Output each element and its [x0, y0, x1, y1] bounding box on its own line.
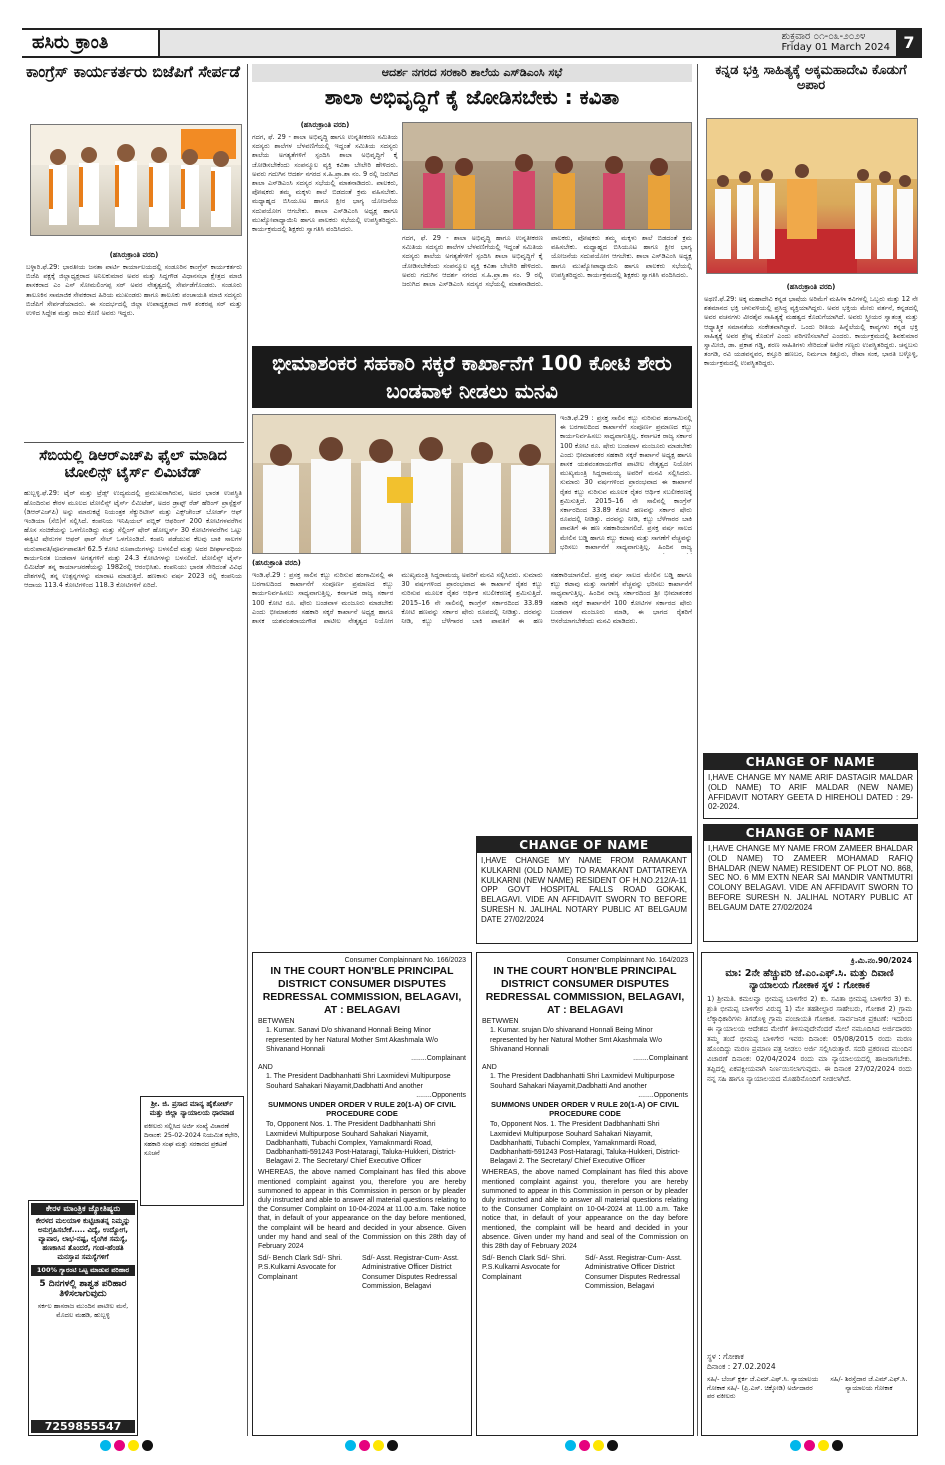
ad-phone: 7259855547	[31, 1420, 135, 1433]
photo-sugar-delegation-image	[253, 415, 556, 554]
school-kicker: ಆದರ್ಶ ನಗರದ ಸರಕಾರಿ ಶಾಲೆಯ ಎಸ್‌ಡಿಎಂಸಿ ಸಭೆ	[252, 64, 692, 82]
change-of-name-3	[476, 836, 692, 944]
signature-right: Sd/- Asst. Registrar-Cum- Asst. Administrative Officer District Consumer Disputes Redressal Commission, Belagavi	[362, 1255, 459, 1290]
article-body: ಗದಗ, ಫೆ. 29 - ಶಾಲಾ ಅಭಿವೃದ್ಧಿ ಹಾಗೂ ಉನ್ನತೀಕರಣ ಸಮಿತಿಯ ಸದಸ್ಯರು ಶಾಲೆಗಳ ಬೆಳವಣಿಗೆಯಲ್ಲಿ ಇದ್ದಂತೆ ಸಮಿತಿಯ ಸದಸ್ಯರು ಶಾಲೆಯ ಅಗತ್ಯತೆಗಳಿಗೆ ಸ್ಪಂದಿಸಿ ಶಾಲಾ ಅಭಿವೃದ್ಧಿಗೆ ಕೈ ಜೋಡಿಸಬೇಕೆಂದು ಸಂಪನ್ಮೂಲ ವ್ಯಕ್ತಿ ಕವಿತಾ ಬೇಲೇರಿ ಹೇಳಿದರು. ಅವರು ಗದುಗಿನ ಆದರ್ಶ ನಗರದ ಸ.ಹಿ.ಪ್ರಾ.ಶಾ ನಂ. 9 ರಲ್ಲಿ ಜರುಗಿದ ಶಾಲಾ ಎಸ್‌ಡಿಎಂಸಿ ಸದಸ್ಯರ ಸಭೆಯಲ್ಲಿ ಮಾತನಾಡಿದರು. ಪಾಲಕರು, ಪೋಷಕರು ತಮ್ಮ ಮಕ್ಕಳು ಶಾಲೆ ಬಿಡದಂತೆ ಕ್ರಮ ವಹಿಸಬೇಕು. ಮಧ್ಯಾಹ್ನದ ಬಿಸಿಯೂಟ ಹಾಗೂ ಕ್ಷೀರ ಭಾಗ್ಯ ಯೋಜನೆಯ ಸದುಪಯೋಗ ಆಗಬೇಕು. ಶಾಲಾ ಎಸ್‌ಡಿಎಂಸಿ ಅಧ್ಯಕ್ಷ ಹಾಗೂ ಮುಖ್ಯೋಪಾಧ್ಯಾಯಿನಿ ಹಾಗೂ ಪಾಲಕರು ಸಭೆಯಲ್ಲಿ ಉಪಸ್ಥಿತರಿದ್ದರು. ಕಾರ್ಯಕ್ರಮದಲ್ಲಿ ಶಿಕ್ಷಕರು ಸ್ವಾಗತಿಸಿ ವಂದಿಸಿದರು.	[252, 133, 398, 234]
article-body: ಹುಬ್ಬಳ್ಳಿ.ಫೆ.29: ಟೈರ್ ಮತ್ತು ಟ್ರೆಡ್ಸ್ ಉದ್ಯಮದಲ್ಲಿ ಪ್ರಮುಖರಾಗಿರುವ, ಅದರ ಭಾರತ ಉಪಸ್ಥಿತಿ ಹೊಂದಿರುವ ಕೇರಳ ಮೂಲದ ಟೋಲಿನ್ಸ್ ಟೈರ್ಸ್ ಲಿಮಿಟೆಡ್, ಅದರ ಡ್ರಾಫ್ಟ್ ರೆಡ್ ಹೆರಿಂಗ್ ಪ್ರಾಸ್ಪೆಕ್ಟಸ್ (ಡಿಆರ್‌ಎಚ್‌ಪಿ) ಅನ್ನು ಮಾರುಕಟ್ಟೆ ನಿಯಂತ್ರಕ ಸೆಕ್ಯುರಿಟೀಸ್ ಮತ್ತು ಎಕ್ಸ್‌ಚೇಂಜ್ ಬೋರ್ಡ್ ಆಫ್ ಇಂಡಿಯಾ (ಸೆಬಿ)ಗೆ ಸಲ್ಲಿಸಿದೆ. ಕಂಪನಿಯ ಇನಿಷಿಯಲ್ ಪಬ್ಲಿಕ್ ಆಫರಿಂಗ್ 200 ಕೋಟಿಗಳವರೆಗಿನ ಹೊಸ ಸಂಚಿಕೆಯನ್ನು ಒಳಗೊಂಡಿದ್ದು ಮತ್ತು ಸೆಲ್ಲಿಂಗ್ ಷೇರ್ ಹೋಲ್ಡರ್ಸ್ 30 ಕೋಟಿಗಳವರೆಗಿನ ಒಟ್ಟು ಈಕ್ವಿಟಿ ಷೇರುಗಳ ಆಫರ್ ಫಾರ್ ಸೇಲ್ ಒಳಗೊಂಡಿದೆ. ಕಂಪನಿ ಪಡೆಯುವ ಕೆಲವು ಬಾಕಿ ಸಾಲಗಳ ಮರುಪಾವತಿ/ಪೂರ್ವಪಾವತಿಗೆ 62.5 ಕೋಟಿ ರೂಪಾಯಿಗಳನ್ನು ಬಳಸಲಿದೆ ಮತ್ತು ಅದರ ದೀರ್ಘಾವಧಿಯ ಕಾರ್ಯನಿರತ ಬಂಡವಾಳ ಅಗತ್ಯಗಳಿಗೆ ಮತ್ತು 24.3 ಕೋಟಿಗಳನ್ನು ಬಳಸಲಿದೆ. ಟೋಲಿನ್ಸ್ ಟೈರ್ಸ್ ಲಿಮಿಟೆಡ್ ತನ್ನ ಕಾರ್ಯಾಚರಣೆಯನ್ನು 1982ರಲ್ಲಿ ಆರಂಭಿಸಿತು. ಕಂಪನಿಯು ಭಾರತ ಸೇರಿದಂತೆ ವಿವಿಧ ದೇಶಗಳಲ್ಲಿ ತನ್ನ ಉತ್ಪನ್ನಗಳನ್ನು ಮಾರಾಟ ಮಾಡುತ್ತಿದೆ. ಹಣಕಾಸು ವರ್ಷ 2023 ರಲ್ಲಿ ಕಂಪನಿಯ ಆದಾಯ 113.4 ಕೋಟಿಗಳಿಂದ 118.3 ಕೋಟಿಗಳಿಗೆ ಏರಿದೆ.	[24, 489, 242, 590]
story-akka	[704, 64, 918, 94]
black-dot	[832, 1440, 843, 1451]
photo-congress-group-image	[31, 125, 242, 236]
sugar-headline: ಭೀಮಾಶಂಕರ ಸಹಕಾರಿ ಸಕ್ಕರೆ ಕಾರ್ಖಾನೆಗೆ 100 ಕೋಟಿ ಶೇರು ಬಂಡವಾಳ ನೀಡಲು ಮನವಿ	[252, 346, 692, 408]
and-label: AND	[258, 1064, 273, 1072]
complainant: 1. Kumar. srujan D/o shivanand Honnali Being Minor represented by her Natural Mother Smt Akashmala W/o Shivanand Honnali	[490, 1027, 662, 1053]
registration-marks-right	[790, 1440, 843, 1451]
black-dot	[142, 1440, 153, 1451]
registration-marks-left	[100, 1440, 153, 1451]
court-notice-2	[476, 952, 694, 1436]
whereas-clause: WHEREAS, the above named Complainant has filed this above mentioned complaint against you, therefore you are hereby summoned to appear in this Commission in person or by pleader duly instructed and able to answer all material questions relating to the Consumer Complaint on 10-04-2024 at 11.00 a.m. Take notice that, in default of your appearance on the day before mentioned, the complaint will be heard and decided in your absence. Given under my hand and seal of the Commission on this 28th day of February 2024	[258, 1169, 466, 1251]
notice-date: ದಿನಾಂಕ : 27.02.2024	[707, 1362, 776, 1371]
case-number: ಕ್ರಿ.ಮಿ.ನಂ.90/2024	[850, 956, 912, 965]
byline: (ಹಸಿರುಕ್ರಾಂತಿ ವರದಿ)	[300, 121, 350, 129]
magenta-dot	[804, 1440, 815, 1451]
yellow-dot	[373, 1440, 384, 1451]
article-body: ಇಂಡಿ.ಫೆ.29 : ಪ್ರಸಕ್ತ ಸಾಲಿನ ಕಬ್ಬು ನುರಿಸುವ ಹಂಗಾಮಿನಲ್ಲಿ ಈ ಬರಗಾಲದಿಂದ ಕಾರ್ಖಾನೆಗೆ ಸಂಪೂರ್ಣ ಪ್ರಮಾಣದ ಕಬ್ಬು ಕಾರ್ಯನಿರ್ವಹಿಸಲು ಸಾಧ್ಯವಾಗುತ್ತಿಲ್ಲ. ಕರ್ನಾಟಕ ರಾಜ್ಯ ಸರ್ಕಾರ 100 ಕೋಟಿ ರೂ. ಷೇರು ಬಂಡವಾಳ ಮಂಜೂರು ಮಾಡಬೇಕು ಎಂದು ಭೀಮಾಶಂಕರ ಸಹಕಾರಿ ಸಕ್ಕರೆ ಕಾರ್ಖಾನೆ ಅಧ್ಯಕ್ಷ ಹಾಗೂ ಶಾಸಕ ಯಶವಂತರಾಯಗೌಡ ಪಾಟೀಲ ನೇತೃತ್ವದ ನಿಯೋಗ ಮುಖ್ಯಮಂತ್ರಿ ಸಿದ್ದರಾಮಯ್ಯ ಅವರಿಗೆ ಮನವಿ ಸಲ್ಲಿಸಿದರು. ಸುಮಾರು 30 ವರ್ಷಗಳಿಂದ ಪ್ರಾರಂಭವಾದ ಈ ಕಾರ್ಖಾನೆ ರೈತರ ಕಬ್ಬು ನುರಿಸುವ ಮೂಲಕ ರೈತರ ಆರ್ಥಿಕ ಸಬಲೀಕರಣಕ್ಕೆ ಶ್ರಮಿಸುತ್ತಿದೆ. 2015–16 ನೇ ಸಾಲಿನಲ್ಲಿ ಕಾಂಗ್ರೆಸ್ ಸರ್ಕಾರದಿಂದ 33.89 ಕೋಟಿ ಹಣವನ್ನು ಸರ್ಕಾರ ಷೇರು ರೂಪದಲ್ಲಿ ನೀಡಿತ್ತು. ದರವನ್ನು ನೀಡಿ, ಕಬ್ಬು ಬೆಳೆಗಾರರ ಬಾಕಿ ಪಾವತಿಗೆ ಈ ಹಣ ಸಹಕಾರಿಯಾಗಲಿದೆ. ಪ್ರಸಕ್ತ ವರ್ಷ ಸಾಲದ ಮೇಲಿನ ಬಡ್ಡಿ ಹಾಗೂ ಕಬ್ಬು ಕಟಾವು ಮತ್ತು ಸಾಗಣೆಗೆ ವೆಚ್ಚವನ್ನು ಭರಿಸಲು ಕಾರ್ಖಾನೆಗೆ ಸಾಧ್ಯವಾಗುತ್ತಿಲ್ಲ. ಹಿಂದಿನ ರಾಜ್ಯ ಸರ್ಕಾರದಿಂದ ಶ್ರೀ ಭೀಮಾಶಂಕರ ಸಹಕಾರಿ ಸಕ್ಕರೆ ಕಾರ್ಖಾನೆಗೆ 100 ಕೋಟಿಗಳ ಸರ್ಕಾರದ ಷೇರು ಬಂಡವಾಳ ಮಂಜೂರು ಮಾಡಿ, ಈ ಭಾಗದ ರೈತರಿಗೆ ಆಸರೆಯಾಗಬೇಕೆಂದು ಮನವಿ ಮಾಡಿದರು.	[252, 571, 692, 626]
notice-body: I,HAVE CHANGE MY NAME FROM ZAMEER BHALDAR (OLD NAME) TO ZAMEER MOHAMAD RAFIQ BHALDAR (NEW NAME) RESIDENT OF PLOT NO. 868, SEC NO. 6 MM EXTN NEAR SAI MANDIR VANTMUTRI COLONY BELAGAVI. VIDE AN AFFIDAVIT SWORN TO BEFORE SURESH N. JALIHAL NOTARY PUBLIC AT BELGAUM DATE 27/02/2024	[708, 844, 913, 912]
photo-congress-group	[30, 124, 242, 236]
article-body: ಅಥಣಿ.ಫೆ.29: ಅಕ್ಕ ಮಹಾದೇವಿ ಕನ್ನಡ ಭಾಷೆಯ ಅರಿಮೆಗೆ ಮಹಿಳಾ ಕವಿಗಳಲ್ಲಿ ಒಬ್ಬರು ಮತ್ತು 12 ನೇ ಶತಮಾನದ ಭಕ್ತಿ ಚಳುವಳಿಯಲ್ಲಿ ಪ್ರಸಿದ್ಧ ವ್ಯಕ್ತಿಯಾಗಿದ್ದರು. ಅವರ ಭಕ್ತಿಯ ಮೇರು ವರ್ತನೆ, ಕನ್ನಡದಲ್ಲಿ ಅವರ ವಚನಗಳು ವೀರಶೈವ ಸಾಹಿತ್ಯಕ್ಕೆ ಮಹತ್ವದ ಕೊಡುಗೆಯಾಗಿದೆ. ಅವರು ಸ್ತ್ರೀಯರ ಸ್ವಾತಂತ್ರ್ಯ ಮತ್ತು ಆಧ್ಯಾತ್ಮಿಕ ಸಮಾನತೆಯ ಸಂಕೇತವಾಗಿದ್ದಾರೆ. ಒಂದು ರೀತಿಯ ಹಿನ್ನೆಲೆಯಲ್ಲಿ ಕಾವ್ಯಗಳು ಕನ್ನಡ ಭಕ್ತಿ ಸಾಹಿತ್ಯಕ್ಕೆ ಅವರ ಶ್ರೇಷ್ಠ ಕೊಡುಗೆ ಎಂದು ಪರಿಗಣಿಸಲಾಗಿದೆ ಎಂದರು. ಕಾರ್ಯಕ್ರಮದಲ್ಲಿ ಶಿವಕುಮಾರ ಸ್ವಾಮೀಜಿ, ಡಾ. ಪ್ರಕಾಶ ಗಡ್ಡಿ, ಶರಣ ಸಾಹಿತಿಗಳು ಸೇರಿದಂತೆ ಅನೇಕ ಗಣ್ಯರು ಉಪಸ್ಥಿತರಿದ್ದರು. ಚನ್ನಬಸು ತಂಗಡಿ, ರವಿ ಯಡವನ್ನವರ, ಕಸ್ತೂರಿ ಹಣಬರ, ನಿರ್ಮಲಾ ಕಿತ್ತೂರು, ರೇಖಾ ಸಂಕ, ಭಾರತಿ ಬಳ್ಳೊಳ್ಳಿ, ಕಾರ್ಯಕ್ರಮದಲ್ಲಿ ಉಪಸ್ಥಿತರಿದ್ದರು.	[704, 295, 918, 368]
ad-body: ವಕೀಲರು ಸಲ್ಲಿಸಿದ ಅರ್ಜಿ ಸಂಖ್ಯೆ ವಿಚಾರಣೆ ದಿನಾಂಕ: 25-02-2024 ನಿಯಮಿತ ಕಛೇರಿ, ಸಹಕಾರಿ ಸಂಘ ಮತ್ತು ಸರಕಾರದ ಪ್ರಕಟಣೆ ಸೂಚನೆ	[144, 1122, 240, 1157]
court-title: ಮಾ: 2ನೇ ಹೆಚ್ಚುವರಿ ಜೆ.ಎಂ.ಎಫ್.ಸಿ. ಮತ್ತು ದಿವಾಣಿ ನ್ಯಾಯಾಲಯ ಗೋಕಾಕ ಸ್ಥಳ : ಗೋಕಾಕ	[725, 968, 894, 991]
magenta-dot	[359, 1440, 370, 1451]
summons: SUMMONS UNDER ORDER V RULE 20(1-A) OF CIVIL PROCEDURE CODE	[491, 1100, 679, 1119]
yellow-dot	[593, 1440, 604, 1451]
signature-left: Sd/- Bench Clark Sd/- Shri. P.S.Kulkarni Asvocate for Complainant	[258, 1255, 343, 1281]
story-school	[252, 118, 398, 345]
notice-heading: CHANGE OF NAME	[477, 837, 691, 853]
addressee: To, Opponent Nos. 1. The President Dadbhanhatti Shri Laxmidevi Multipurpose Souhard Sahakari Niayamit, Dadbhanhatti, Tubachi Complex, Yamaknmardi Road, Dadbhanhatti-591243 Post-Hataragi, Taluka-Hukkeri, District-Belagavi 2. The Secretary/ Chief Executive Officer	[490, 1121, 680, 1166]
byline: (ಹಸಿರುಕ್ರಾಂತಿ ವರದಿ)	[109, 251, 159, 259]
photo-akka-event	[706, 118, 918, 274]
magenta-dot	[114, 1440, 125, 1451]
cyan-dot	[565, 1440, 576, 1451]
ad-title: ಕೇರಳ ಮಾಂತ್ರಿಕ ಜ್ಯೋತಿಷ್ಯರು	[31, 1203, 135, 1215]
court-title: IN THE COURT HON'BLE PRINCIPAL DISTRICT CONSUMER DISPUTES REDRESSAL COMMISSION, BELAGAVI, AT : BELAGAVI	[262, 965, 462, 1017]
byline: (ಹಸಿರುಕ್ರಾಂತಿ ವರದಿ)	[786, 283, 836, 291]
opponent: 1. The President Dadbhanhatti Shri Laxmidevi Multipurpose Souhard Sahakari Niayamit,Dadbhatti And another	[266, 1073, 451, 1090]
registration-marks-center-left	[345, 1440, 398, 1451]
story-toleans	[24, 448, 242, 1179]
masthead	[22, 28, 922, 58]
school-headline: ಶಾಲಾ ಅಭಿವೃದ್ಧಿಗೆ ಕೈ ಜೋಡಿಸಬೇಕು : ಕವಿತಾ	[324, 85, 620, 109]
and-label: AND	[482, 1064, 497, 1072]
between-label: BETWWEN	[482, 1018, 519, 1026]
notice-body: I,HAVE CHANGE MY NAME ARIF DASTAGIR MALDAR (OLD NAME) TO ARIF MALDAR (NEW NAME) AFFIDAVIT NOTARY GEETA D HIREHOLI DATED : 29-02-2024.	[708, 773, 913, 812]
page-number: 7	[896, 30, 922, 56]
change-of-name-2	[703, 824, 918, 942]
photo-sugar-delegation	[252, 414, 556, 554]
ad-title: ಶ್ರೀ. ಜಿ. ಪ್ರಸಾದ ಮಾನ್ಯ ಹೈಕೋರ್ಟ್ ಮತ್ತು ಜಿಲ್ಲಾ ನ್ಯಾಯಾಲಯ ಧಾರವಾಡ	[149, 1100, 235, 1117]
cyan-dot	[790, 1440, 801, 1451]
story-congress	[24, 64, 242, 82]
notice-body: I,HAVE CHANGE MY NAME FROM RAMAKANT KULKARNI (OLD NAME) TO RAMAKANT DATTATREYA KULKARNI (NEW NAME) RESIDENT OF H.NO.212/A-11 OPP GOVT HOSPITAL FALLS ROAD GOKAK, BELAGAVI. VIDE AN AFFIDAVIT SWORN TO BEFORE SURESH N. JALIHAL NOTARY PUBLIC AT BELGAUM DATE 27/02/2024	[481, 856, 687, 924]
addressee: To, Opponent Nos. 1. The President Dadbhanhatti Shri Laxmidevi Multipurpose Souhard Sahakari Niayamit, Dadbhanhatti, Tubachi Complex, Yamaknmardi Road, Dadbhanhatti-591243 Post-Hataragi, Taluka-Hukkeri, District-Belagavi 2. The Secretary/ Chief Executive Officer	[266, 1121, 456, 1166]
ad-small-notice	[140, 1096, 244, 1206]
black-dot	[607, 1440, 618, 1451]
summons: SUMMONS UNDER ORDER V RULE 20(1-A) OF CIVIL PROCEDURE CODE	[268, 1100, 456, 1119]
photo-school-meeting	[402, 122, 692, 230]
ad-lines: ಕೇರಳದ ಮಲಯಾಳಿ ಕುಟ್ಟಿಚಾತನ್ನ ನಿಮ್ಮನ್ನು ಅನುಗ್ರಹಿಸಬೇಕೆ..... ವಿದ್ಯೆ, ಉದ್ಯೋಗ, ವ್ಯಾಪಾರ, ಲಾಭ-ನಷ್ಟ, ಲೈಂಗಿಕ ಸಮಸ್ಯೆ, ಹಣಕಾಸಿನ ತೊಂದರೆ, ಗಂಡ-ಹೆಂಡತಿ ಮನಸ್ತಾಪ ಸಮಸ್ಯೆಗಳಿಗೆ	[35, 1217, 131, 1261]
whereas-clause: WHEREAS, the above named Complainant has filed this above mentioned complaint against you, therefore you are hereby summoned to appear in this Commission in person or by pleader duly instructed and able to answer all material questions relating to the Consumer Complaint on 10-04-2024 at 11.00 a.m. Take notice that, in default of your appearance on the day before mentioned, the complaint will be heard and decided in your absence. Given under my hand and seal of the Commission on this 28th day of February 2024	[482, 1169, 688, 1251]
registration-marks-center-right	[565, 1440, 618, 1451]
kannada-court-notice	[701, 952, 918, 1436]
headline: ಕನ್ನಡ ಭಕ್ತಿ ಸಾಹಿತ್ಯಕ್ಕೆ ಅಕ್ಕಮಹಾದೇವಿ ಕೊಡುಗೆ ಅಪಾರ	[715, 63, 907, 93]
article-body: ಬಳ್ಳಾರಿ.ಫೆ.29: ಭಾರತೀಯ ಜನತಾ ಪಾರ್ಟಿ ಕಾರ್ಯಾಲಯದಲ್ಲಿ ಸಂಡೂರಿನ ಕಾಂಗ್ರೆಸ್ ಕಾರ್ಯಕರ್ತರು ಬಿಜೆಪಿ ಪಕ್ಷಕ್ಕೆ ಜಿಲ್ಲಾಧ್ಯಕ್ಷರಾದ ಅನಿಲಕುಮಾರ ಅವರ ಮತ್ತು ಸಿದ್ದಗೌಡ ವಿಧಾನಸಭಾ ಕ್ಷೇತ್ರದ ಮಾಜಿ ಶಾಸಕರಾದ ಎಂ ಎಸ್ ಸೋಮಲಿಂಗಪ್ಪ ಸರ್ ಅವರ ನೇತೃತ್ವದಲ್ಲಿ ಸೇರ್ಪಡೆಗೊಂಡರು. ಸಂಡೂರು ತಾಲೂಕಿನ ಸಾಮಾಜಿಕ ಸೇವಕರಾದ ಹಿರಿಯ ಮುಖಂಡರು ಹಾಗೂ ತಾಲೂಕು ಪಂಚಾಯತಿ ಮಾಜಿ ಸದಸ್ಯರು ಬಿಜೆಪಿಗೆ ಸೇರ್ಪಡೆಯಾದರು. ಈ ಸಂದರ್ಭದಲ್ಲಿ ಜಿಲ್ಲಾ ಉಪಾಧ್ಯಕ್ಷರಾದ ಗಾಳಿ ಶಂಕರಪ್ಪ ಸರ್ ಮತ್ತು ಉಳಿದ ಸಿದ್ದೇಶ ಮತ್ತು ರಾಜು ಕೊಣಿ ಅವರು ಇದ್ದರು.	[26, 263, 242, 318]
complaint-number: Consumer Complainnant No. 164/2023	[566, 957, 688, 964]
photo-akka-event-image	[707, 119, 918, 274]
issue-date-english: Friday 01 March 2024	[781, 42, 890, 53]
yellow-dot	[818, 1440, 829, 1451]
black-dot	[387, 1440, 398, 1451]
signature-right: Sd/- Asst. Registrar-Cum- Asst. Administrative Officer District Consumer Disputes Redressal Commission, Belagavi	[585, 1255, 682, 1290]
headline: ಕಾಂಗ್ರೆಸ್ ಕಾರ್ಯಕರ್ತರು ಬಿಜೆಪಿಗೆ ಸೇರ್ಪಡೆ	[25, 63, 240, 81]
complainant: 1. Kumar. Sanavi D/o shivanand Honnali Being Minor represented by her Natural Mother Smt Akashmala W/o Shivanand Honnali	[266, 1027, 438, 1053]
signature-left: ಸಹಿ/- ಬೆಂಚ್ ಕ್ಲರ್ಕ ಜೆ.ಎಮ್.ಎಫ್.ಸಿ. ನ್ಯಾಯಾಲಯ ಗೋಕಾಕ ಸಹಿ/- (ಪ್ರಿ.ಎಸ್. ಚಿಕ್ಕೋಡಿ) ಅರ್ಜಿದಾರರ ಪರ ವಕೀಲರು	[707, 1375, 819, 1400]
opponent-tag: ........Opponents	[416, 1091, 466, 1099]
magenta-dot	[579, 1440, 590, 1451]
ad-astrology	[28, 1200, 138, 1436]
notice-place: ಸ್ಥಳ : ಗೋಕಾಕ	[707, 1352, 744, 1361]
ad-guarantee: 100% ಗ್ಯಾರಂಟಿ ಒಟ್ಟ ಮಾಡುವ ಪರಿಹಾರ	[31, 1265, 135, 1276]
photo-school-meeting-image	[403, 123, 692, 230]
change-of-name-1	[703, 753, 918, 819]
court-title: IN THE COURT HON'BLE PRINCIPAL DISTRICT CONSUMER DISPUTES REDRESSAL COMMISSION, BELAGAVI, AT : BELAGAVI	[485, 965, 685, 1017]
sugar-body-top: ಇಂಡಿ.ಫೆ.29 : ಪ್ರಸಕ್ತ ಸಾಲಿನ ಕಬ್ಬು ನುರಿಸುವ ಹಂಗಾಮಿನಲ್ಲಿ ಈ ಬರಗಾಲದಿಂದ ಕಾರ್ಖಾನೆಗೆ ಸಂಪೂರ್ಣ ಪ್ರಮಾಣದ ಕಬ್ಬು ಕಾರ್ಯನಿರ್ವಹಿಸಲು ಸಾಧ್ಯವಾಗುತ್ತಿಲ್ಲ. ಕರ್ನಾಟಕ ರಾಜ್ಯ ಸರ್ಕಾರ 100 ಕೋಟಿ ರೂ. ಷೇರು ಬಂಡವಾಳ ಮಂಜೂರು ಮಾಡಬೇಕು ಎಂದು ಭೀಮಾಶಂಕರ ಸಹಕಾರಿ ಸಕ್ಕರೆ ಕಾರ್ಖಾನೆ ಅಧ್ಯಕ್ಷ ಹಾಗೂ ಶಾಸಕ ಯಶವಂತರಾಯಗೌಡ ಪಾಟೀಲ ನೇತೃತ್ವದ ನಿಯೋಗ ಮುಖ್ಯಮಂತ್ರಿ ಸಿದ್ದರಾಮಯ್ಯ ಅವರಿಗೆ ಮನವಿ ಸಲ್ಲಿಸಿದರು. ಸುಮಾರು 30 ವರ್ಷಗಳಿಂದ ಪ್ರಾರಂಭವಾದ ಈ ಕಾರ್ಖಾನೆ ರೈತರ ಕಬ್ಬು ನುರಿಸುವ ಮೂಲಕ ರೈತರ ಆರ್ಥಿಕ ಸಬಲೀಕರಣಕ್ಕೆ ಶ್ರಮಿಸುತ್ತಿದೆ. 2015–16 ನೇ ಸಾಲಿನಲ್ಲಿ ಕಾಂಗ್ರೆಸ್ ಸರ್ಕಾರದಿಂದ 33.89 ಕೋಟಿ ಹಣವನ್ನು ಸರ್ಕಾರ ಷೇರು ರೂಪದಲ್ಲಿ ನೀಡಿತ್ತು. ದರವನ್ನು ನೀಡಿ, ಕಬ್ಬು ಬೆಳೆಗಾರರ ಬಾಕಿ ಪಾವತಿಗೆ ಈ ಹಣ ಸಹಕಾರಿಯಾಗಲಿದೆ. ಪ್ರಸಕ್ತ ವರ್ಷ ಸಾಲದ ಮೇಲಿನ ಬಡ್ಡಿ ಹಾಗೂ ಕಬ್ಬು ಕಟಾವು ಮತ್ತು ಸಾಗಣೆಗೆ ವೆಚ್ಚವನ್ನು ಭರಿಸಲು ಕಾರ್ಖಾನೆಗೆ ಸಾಧ್ಯವಾಗುತ್ತಿಲ್ಲ. ಹಿಂದಿನ ರಾಜ್ಯ	[560, 414, 692, 551]
cyan-dot	[345, 1440, 356, 1451]
notice-heading: CHANGE OF NAME	[704, 754, 917, 770]
issue-date	[781, 31, 890, 53]
complainant-tag: ........Complainant	[633, 1055, 688, 1063]
notice-heading: CHANGE OF NAME	[704, 825, 917, 841]
ad-days: 5 ದಿನಗಳಲ್ಲಿ ಶಾಶ್ವತ ಪರಿಹಾರ ತಿಳಿಸಲಾಗುವುದು	[39, 1279, 127, 1299]
ad-address: ಸರ್ಕಲ ಹಾಸರಾಜ ಮುಂದಿನ ಪಾಟೀಲ ಮನೆ, ಮೊದಲ ಮಹಡಿ, ಹುಬ್ಬಳ್ಳಿ	[37, 1302, 129, 1319]
complainant-tag: ........Complainant	[411, 1055, 466, 1063]
opponent: 1. The President Dadbhanhatti Shri Laxmidevi Multipurpose Souhard Sahakari Niayamit,Dadbhatti And another	[490, 1073, 675, 1090]
cyan-dot	[100, 1440, 111, 1451]
school-body-continued: ಗದಗ, ಫೆ. 29 - ಶಾಲಾ ಅಭಿವೃದ್ಧಿ ಹಾಗೂ ಉನ್ನತೀಕರಣ ಸಮಿತಿಯ ಸದಸ್ಯರು ಶಾಲೆಗಳ ಬೆಳವಣಿಗೆಯಲ್ಲಿ ಇದ್ದಂತೆ ಸಮಿತಿಯ ಸದಸ್ಯರು ಶಾಲೆಯ ಅಗತ್ಯತೆಗಳಿಗೆ ಸ್ಪಂದಿಸಿ ಶಾಲಾ ಅಭಿವೃದ್ಧಿಗೆ ಕೈ ಜೋಡಿಸಬೇಕೆಂದು ಸಂಪನ್ಮೂಲ ವ್ಯಕ್ತಿ ಕವಿತಾ ಬೇಲೇರಿ ಹೇಳಿದರು. ಅವರು ಗದುಗಿನ ಆದರ್ಶ ನಗರದ ಸ.ಹಿ.ಪ್ರಾ.ಶಾ ನಂ. 9 ರಲ್ಲಿ ಜರುಗಿದ ಶಾಲಾ ಎಸ್‌ಡಿಎಂಸಿ ಸದಸ್ಯರ ಸಭೆಯಲ್ಲಿ ಮಾತನಾಡಿದರು. ಪಾಲಕರು, ಪೋಷಕರು ತಮ್ಮ ಮಕ್ಕಳು ಶಾಲೆ ಬಿಡದಂತೆ ಕ್ರಮ ವಹಿಸಬೇಕು. ಮಧ್ಯಾಹ್ನದ ಬಿಸಿಯೂಟ ಹಾಗೂ ಕ್ಷೀರ ಭಾಗ್ಯ ಯೋಜನೆಯ ಸದುಪಯೋಗ ಆಗಬೇಕು. ಶಾಲಾ ಎಸ್‌ಡಿಎಂಸಿ ಅಧ್ಯಕ್ಷ ಹಾಗೂ ಮುಖ್ಯೋಪಾಧ್ಯಾಯಿನಿ ಹಾಗೂ ಪಾಲಕರು ಸಭೆಯಲ್ಲಿ ಉಪಸ್ಥಿತರಿದ್ದರು. ಕಾರ್ಯಕ್ರಮದಲ್ಲಿ ಶಿಕ್ಷಕರು ಸ್ವಾಗತಿಸಿ ವಂದಿಸಿದರು.	[402, 234, 692, 289]
paper-name: ಹಸಿರು ಕ್ರಾಂತಿ	[22, 30, 160, 56]
signature-right: ಸಹಿ/- ಶಿರಸ್ತೆದಾರ ಜೆ.ಎಮ್.ಎಫ್.ಸಿ. ನ್ಯಾಯಾಲಯ ಗೋಕಾಕ	[830, 1375, 908, 1392]
court-notice-1	[252, 952, 472, 1436]
byline: (ಹಸಿರುಕ್ರಾಂತಿ ವರದಿ)	[252, 559, 301, 567]
headline: ಸೆಬಿಯಲ್ಲಿ ಡಿಆರ್‌ಎಚ್‌ಪಿ ಫೈಲ್ ಮಾಡಿದ ಟೋಲಿನ್ಸ್ ಟೈರ್ಸ್ ಲಿಮಿಟೆಡ್	[39, 448, 227, 481]
signature-left: Sd/- Bench Clark Sd/- Shri. P.S.Kulkarni Asvocate for Complainant	[482, 1255, 567, 1281]
yellow-dot	[128, 1440, 139, 1451]
issue-date-kannada: ಶುಕ್ರವಾರ ೦೧-೦೩-೨೦೨೪	[781, 31, 866, 42]
between-label: BETWWEN	[258, 1018, 295, 1026]
notice-body: 1) ಶ್ರೀಮತಿ. ಕಮಲವ್ವಾ ಭೀಮಪ್ಪ ಬಾಳಿಗೇರ 2) ಕು. ಸವಿತಾ ಭೀಮಪ್ಪ ಬಾಳಿಗೇರ 3) ಕು. ಶ್ರುತಿ ಭೀಮಪ್ಪ ಬಾಳಿಗೇರ ವಿರುದ್ಧ 1) ಮೇ ತಹಶೀಲ್ದಾರ ಸಾಹೇಬರು, ಗೋಕಾಕ 2) ಗ್ರಾಮ ಲೆಕ್ಕಾಧಿಕಾರಿಗಳು ತಿಗಡೊಳ್ಳಿ ಗ್ರಾಮ ಪಂಚಾಯತಿ ಗೋಕಾಕ. ಸಾರ್ವಜನಿಕ ಪ್ರಕಟಣೆ: ಇದರಿಂದ ಈ ನ್ಯಾಯಾಲಯ ಆದೇಶದ ಮೇರೆಗೆ ತಿಳಿಸುವುದೇನೆಂದರೆ ಮೇಲೆ ನಮೂದಿಸಿದ ಅರ್ಜಿದಾರರು ತಮ್ಮ ತಂದೆ ಭೀಮಪ್ಪ ಬಾಳಿಗೇರ ಇವರು ದಿನಾಂಕ: 05/08/2015 ರಂದು ಮರಣ ಹೊಂದಿದ್ದು ಮರಣ ಪ್ರಮಾಣ ಪತ್ರ ನೀಡಲು ಅರ್ಜಿ ಸಲ್ಲಿಸಿರುತ್ತಾರೆ. ಸದರಿ ಪ್ರಕರಣದ ಮುಂದಿನ ವಿಚಾರಣೆ ದಿನಾಂಕ: 02/04/2024 ರಂದು ಮಾ ನ್ಯಾಯಾಲಯದಲ್ಲಿ ಹಾಜರಾಗಬೇಕು. ತಪ್ಪಿದಲ್ಲಿ ಏಕಪಕ್ಷೀಯವಾಗಿ ನಿರ್ಣಯಿಸಲಾಗುವುದು. ಈ ದಿನಾಂಕ 27/02/2024 ರಂದು ನನ್ನ ಸಹಿ ಹಾಗೂ ನ್ಯಾಯಾಲಯದ ಮೊಹರಿನೊಂದಿಗೆ ನೀಡಲಾಗಿದೆ.	[707, 995, 912, 1083]
complaint-number: Consumer Complainnant No. 166/2023	[344, 957, 466, 964]
opponent-tag: ........Opponents	[638, 1091, 688, 1099]
